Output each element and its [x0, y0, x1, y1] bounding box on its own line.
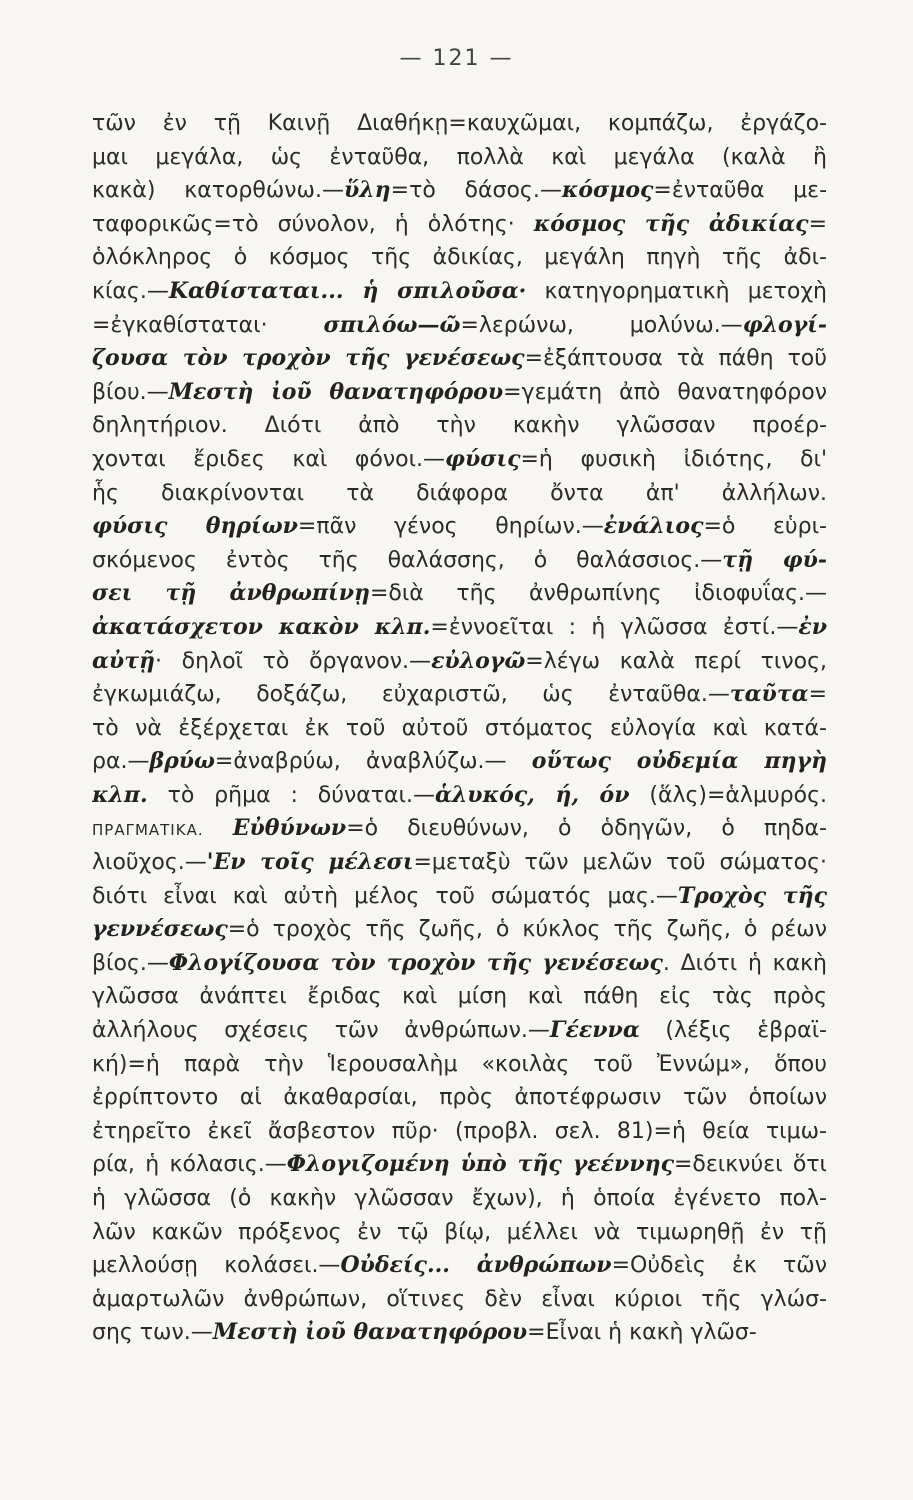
text-segment: ρία, ἡ κόλασις.— [92, 1152, 287, 1178]
text-line [92, 1048, 827, 1082]
text-segment: σης των.— [92, 1320, 213, 1346]
text-segment: · δηλοῖ τὸ ὄργανον.— [155, 648, 432, 674]
text-segment: μελλούσῃ κολάσει.— [92, 1253, 341, 1279]
italic-term: Φλογιζομένη ὑπὸ τῆς γεέννης [286, 1151, 674, 1178]
italic-term: κόσμος τῆς ἀδικίας [533, 210, 809, 237]
text-line [92, 611, 827, 645]
text-segment: =πᾶν γένος θηρίων.— [297, 514, 604, 540]
text-line [92, 645, 827, 679]
section-heading: ΠΡΑΓΜΑΤΙΚΑ. [92, 821, 204, 840]
italic-term: φύσις [445, 445, 521, 472]
text-segment: =ὁ τροχὸς τῆς ζωῆς, ὁ κύκλος τῆς ζωῆς, ὁ ρέων [227, 917, 827, 943]
text-line [92, 1283, 827, 1317]
italic-term: ζουσα τὸν τροχὸν τῆς γενέσεως [92, 345, 525, 372]
text-segment: ἧς διακρίνονται τὰ διάφορα ὄντα ἀπ' ἀλλήλων. [92, 480, 827, 506]
text-segment: βίου.— [92, 379, 169, 405]
italic-term: Τροχὸς τῆς [677, 882, 827, 909]
text-line [92, 712, 827, 746]
text-segment: βίος.— [92, 950, 169, 976]
commentary-text [92, 107, 827, 1350]
text-line [92, 1148, 827, 1182]
text-segment: =ἐννοεῖται : ἡ γλῶσσα ἐστί.— [430, 614, 799, 640]
italic-term: Φλογίζουσα τὸν τροχὸν τῆς γενέσεως [168, 949, 663, 976]
text-segment: (ἅλς)=ἁλμυρός. [629, 782, 827, 808]
text-line [92, 913, 827, 947]
text-segment: σκόμενος ἐντὸς τῆς θαλάσσης, ὁ θαλάσσιος.— [92, 547, 723, 573]
italic-term: σπιλόω—ῶ [323, 311, 461, 338]
text-line [92, 1182, 827, 1216]
text-segment: τὸ νὰ ἐξέρχεται ἐκ τοῦ αὐτοῦ στόματος εὐλογία καὶ κατά- [92, 715, 827, 741]
text-segment: ἐγκωμιάζω, δοξάζω, εὐχαριστῶ, ὡς ἐνταῦθα.— [92, 682, 730, 708]
text-segment: =Οὐδεὶς ἐκ τῶν [611, 1253, 827, 1279]
text-segment: κή)=ἡ παρὰ τὴν Ἱερουσαλὴμ «κοιλὰς τοῦ Ἐννώμ», ὅπου [92, 1051, 827, 1077]
text-segment: =λερώνω, μολύνω.— [460, 312, 743, 338]
italic-term: κόσμος [561, 177, 654, 204]
text-segment: =ἐξάπτουσα τὰ πάθη τοῦ [524, 346, 827, 372]
text-line [92, 275, 827, 309]
text-line [92, 174, 827, 208]
text-segment: διότι εἶναι καὶ αὐτὴ μέλος τοῦ σώματός μας.— [92, 883, 678, 909]
text-segment: =ἐγκαθίσταται· [92, 312, 324, 338]
text-segment: ἐρρίπτοντο αἱ ἀκαθαρσίαι, πρὸς ἀποτέφρωσιν τῶν ὁποίων [92, 1085, 827, 1111]
text-line [92, 477, 827, 511]
italic-term: Μεστὴ ἰοῦ θανατηφόρου [168, 378, 504, 405]
text-segment: =μεταξὺ τῶν μελῶν τοῦ σώματος· [413, 850, 827, 876]
text-segment: ἐτηρεῖτο ἐκεῖ ἄσβεστον πῦρ· (προβλ. σελ. 81)=ἡ θεία τιμω- [92, 1118, 827, 1144]
text-line [92, 208, 827, 242]
text-line [92, 812, 827, 846]
italic-term: ταῦτα [729, 681, 809, 708]
italic-term: τῇ φύ- [722, 546, 827, 573]
text-line [92, 1115, 827, 1149]
italic-term: ἐν [798, 613, 827, 640]
italic-term: γεννέσεως [92, 916, 228, 943]
text-line [92, 678, 827, 712]
page-number: — 121 — [399, 46, 514, 71]
italic-term: Γέεννα [549, 1017, 640, 1044]
text-segment: =ὁ εὑρι- [703, 514, 827, 540]
text-segment: μαι μεγάλα, ὡς ἐνταῦθα, πολλὰ καὶ μεγάλα (καλὰ ἢ [92, 144, 827, 170]
italic-term: 'Εν τοῖς μέλεσι [206, 849, 414, 876]
text-segment: ἀλλήλους σχέσεις τῶν ἀνθρώπων.— [92, 1018, 550, 1044]
italic-term: φλογί- [742, 311, 827, 338]
text-segment: =λέγω καλὰ περί τινος, [525, 648, 827, 674]
text-line [92, 779, 827, 813]
italic-term: ἐνάλιος [603, 513, 704, 540]
text-line [92, 241, 827, 275]
italic-term: Εὐθύνων [232, 815, 347, 842]
italic-term: ἀκατάσχετον κακὸν κλπ. [92, 613, 431, 640]
text-line [92, 1316, 827, 1350]
text-line [92, 1249, 827, 1283]
text-line [92, 544, 827, 578]
text-line [92, 107, 827, 141]
text-segment: =Εἶναι ἡ κακὴ γλῶσ- [527, 1320, 757, 1346]
page-number-value: 121 [432, 46, 481, 71]
text-segment: ὁλόκληρος ὁ κόσμος τῆς ἀδικίας, μεγάλη πηγὴ τῆς ἀδι- [92, 245, 827, 271]
text-segment: =ἡ φυσικὴ ἰδιότης, δι' [520, 446, 827, 472]
text-line [92, 577, 827, 611]
text-segment: = [808, 211, 827, 237]
italic-term: αὐτῇ [92, 647, 155, 674]
text-segment: (λέξις ἑβραϊ- [639, 1018, 827, 1044]
text-line [92, 846, 827, 880]
text-segment: ταφορικῶς=τὸ σύνολον, ἡ ὁλότης· [92, 211, 534, 237]
text-line [92, 376, 827, 410]
text-segment: =διὰ τῆς ἀνθρωπίνης ἰδιοφυΐας.— [369, 581, 827, 607]
text-segment: =τὸ δάσος.— [390, 178, 562, 204]
text-line [92, 745, 827, 779]
italic-term: Οὐδείς... ἀνθρώπων [340, 1252, 612, 1279]
text-line [92, 980, 827, 1014]
text-line [92, 880, 827, 914]
italic-term: φύσις θηρίων [92, 513, 298, 540]
text-segment: ρα.— [92, 749, 150, 775]
italic-term: βρύω [149, 748, 215, 775]
text-segment: λιοῦχος.— [92, 850, 207, 876]
text-line [92, 510, 827, 544]
italic-term: κλπ. [92, 781, 148, 808]
text-line [92, 141, 827, 175]
text-segment: =δεικνύει ὅτι [673, 1152, 827, 1178]
text-segment: =ἐνταῦθα με- [653, 178, 827, 204]
text-segment: =ὁ διευθύνων, ὁ ὁδηγῶν, ὁ πηδα- [346, 816, 827, 842]
italic-term: Καθίσταται... ἡ σπιλοῦσα· [168, 277, 527, 304]
text-line [92, 342, 827, 376]
italic-term: ἁλυκός, ή, όν [434, 781, 630, 808]
text-segment: γλῶσσα ἀνάπτει ἔριδας καὶ μίση καὶ πάθη εἰς τὰς πρὸς [92, 984, 827, 1010]
text-segment: τῶν ἐν τῇ Καινῇ Διαθήκῃ=καυχῶμαι, κομπάζω, ἐργάζο- [92, 111, 827, 136]
text-line [92, 1081, 827, 1115]
text-line [92, 309, 827, 343]
italic-term: ὕλη [343, 177, 391, 204]
text-line [92, 947, 827, 981]
italic-term: οὕτως οὐδεμία πηγὴ [531, 748, 827, 775]
text-segment: . Διότι ἡ κακὴ [662, 950, 827, 976]
text-segment: κακὰ) κατορθώνω.— [92, 178, 344, 204]
text-segment: =γεμάτη ἀπὸ θανατηφόρον [503, 379, 827, 405]
text-segment: χονται ἔριδες καὶ φόνοι.— [92, 446, 446, 472]
italic-term: σει τῇ ἀνθρωπίνῃ [92, 580, 370, 607]
text-line [92, 409, 827, 443]
text-segment: τὸ ρῆμα : δύναται.— [147, 782, 435, 808]
text-segment: δηλητήριον. Διότι ἀπὸ τὴν κακὴν γλῶσσαν προέρ- [92, 413, 827, 439]
text-line [92, 1216, 827, 1250]
text-segment: κίας.— [92, 278, 169, 304]
text-line [92, 443, 827, 477]
text-segment: λῶν κακῶν πρόξενος ἐν τῷ βίῳ, μέλλει νὰ τιμωρηθῇ ἐν τῇ [92, 1219, 827, 1245]
text-segment: ἡ γλῶσσα (ὁ κακὴν γλῶσσαν ἔχων), ἡ ὁποία ἐγένετο πολ- [92, 1186, 827, 1211]
text-segment [204, 816, 233, 841]
text-line [92, 1014, 827, 1048]
italic-term: εὐλογῶ [431, 647, 526, 674]
text-segment: ἁμαρτωλῶν ἀνθρώπων, οἵτινες δὲν εἶναι κύριοι τῆς γλώσ- [92, 1286, 827, 1312]
italic-term: Μεστὴ ἰοῦ θανατηφόρου [212, 1319, 528, 1346]
text-segment: κατηγορηματικὴ μετοχὴ [526, 278, 827, 304]
text-segment: = [808, 682, 827, 708]
text-segment: =ἀναβρύω, ἀναβλύζω.— [214, 749, 532, 775]
